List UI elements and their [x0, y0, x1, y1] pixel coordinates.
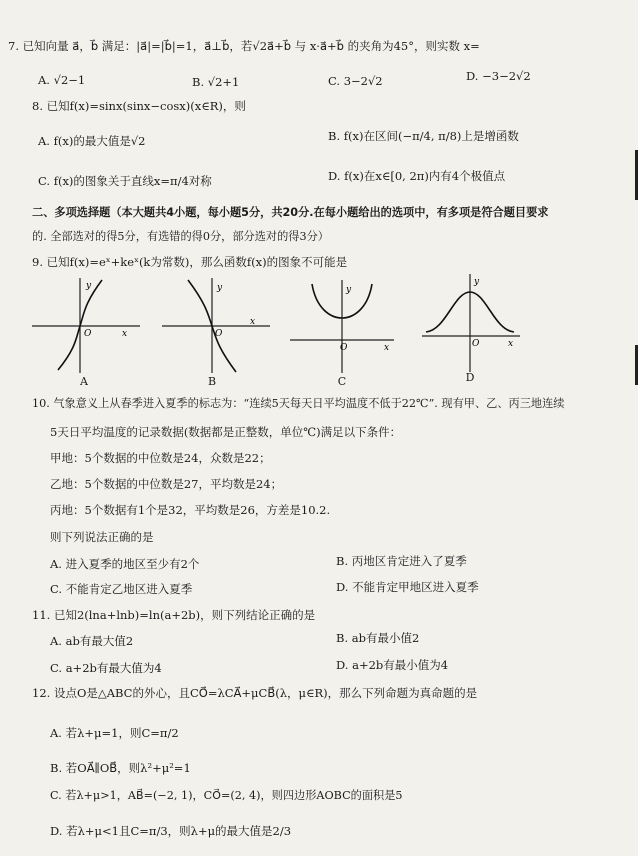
q7-option-a: A. √2−1 — [38, 73, 86, 87]
q9-graph-d-y-label: y — [474, 277, 480, 287]
q10-option-c: C. 不能肯定乙地区进入夏季 — [50, 582, 193, 596]
q8-option-a: A. f(x)的最大值是√2 — [38, 134, 146, 148]
q8-option-c: C. f(x)的图象关于直线x=π/4对称 — [38, 174, 212, 188]
q10-option-b: B. 丙地区肯定进入了夏季 — [336, 554, 467, 568]
q11-option-a: A. ab有最大值2 — [50, 634, 134, 648]
q9-graph-a — [32, 278, 142, 373]
q9-graph-c-y-label: y — [346, 285, 352, 295]
q7-option-b: B. √2+1 — [192, 75, 240, 89]
q9-graph-c-x-label: x — [384, 343, 390, 353]
q9-graph-b-origin: O — [215, 329, 223, 339]
q9-graph-a-label: A — [80, 375, 88, 388]
q10-option-d: D. 不能肯定甲地区进入夏季 — [336, 580, 479, 594]
q9-stem: 9. 已知f(x)=eˣ+keˣ(k为常数)，那么函数f(x)的图象不可能是 — [32, 255, 348, 269]
q9-graph-b-y-label: y — [217, 283, 223, 293]
q12-stem: 12. 设点O是△ABC的外心，且CO⃗=λCA⃗+μCB⃗(λ，μ∈R)，那么下列命题为真命题的是 — [32, 686, 478, 700]
q7-stem: 7. 已知向量 a⃗，b⃗ 满足：|a⃗|=|b⃗|=1，a⃗⊥b⃗，若√2a⃗+b⃗ 与 x·a⃗+b⃗ 的夹角为45°，则实数 x= — [8, 39, 480, 53]
q10-condition-1: 甲地：5个数据的中位数是24，众数是22； — [50, 451, 271, 465]
q11-option-c: C. a+2b有最大值为4 — [50, 661, 162, 675]
q9-graph-d-x-label: x — [508, 339, 514, 349]
q9-graph-d-label: D — [465, 371, 475, 384]
q10-condition-3: 丙地：5个数据有1个是32，平均数是26，方差是10.2. — [50, 503, 331, 517]
q8-option-b: B. f(x)在区间(−π/4, π/8)上是增函数 — [328, 129, 519, 143]
q8-option-d: D. f(x)在x∈[0, 2π)内有4个极值点 — [328, 169, 506, 183]
q11-option-b: B. ab有最小值2 — [336, 631, 420, 645]
q9-graph-b-x-label: x — [250, 317, 256, 327]
q9-graph-c-label: C — [337, 375, 347, 388]
q11-option-d: D. a+2b有最小值为4 — [336, 658, 449, 672]
q9-graph-c — [290, 278, 400, 373]
q12-option-a: A. 若λ+μ=1，则C=π/2 — [50, 726, 179, 740]
q9-graph-a-origin: O — [84, 329, 92, 339]
q10-ask: 则下列说法正确的是 — [50, 530, 154, 544]
q10-stem-line1: 10. 气象意义上从春季进入夏季的标志为：“连续5天每天日平均温度不低于22℃”. 现有甲、乙、丙三地连续 — [32, 397, 565, 410]
q9-graph-b-label: B — [207, 375, 217, 388]
q7-option-c: C. 3−2√2 — [328, 74, 383, 88]
q10-condition-2: 乙地：5个数据的中位数是27，平均数是24； — [50, 477, 283, 491]
section2-heading-line1: 二、多项选择题（本大题共4小题，每小题5分，共20分.在每小题给出的选项中，有多项是符合题目要求 — [32, 206, 549, 219]
q11-stem: 11. 已知2(lna+lnb)=ln(a+2b)，则下列结论正确的是 — [32, 608, 316, 622]
q12-option-b: B. 若OA⃗∥OB⃗，则λ²+μ²=1 — [50, 761, 191, 775]
q10-stem-line2: 5天日平均温度的记录数据(数据都是正整数，单位℃)满足以下条件： — [50, 425, 402, 439]
q12-option-c: C. 若λ+μ>1，AB⃗=(−2, 1)，CO⃗=(2, 4)，则四边形AOBC的面积是5 — [50, 789, 403, 802]
section2-heading-line2: 的. 全部选对的得5分，有选错的得0分，部分选对的得3分） — [32, 230, 329, 243]
q12-option-d: D. 若λ+μ<1且C=π/3，则λ+μ的最大值是2/3 — [50, 824, 292, 838]
q9-graph-d — [422, 272, 532, 372]
q10-option-a: A. 进入夏季的地区至少有2个 — [50, 557, 200, 571]
q9-graph-a-y-label: y — [86, 281, 92, 291]
q7-option-d: D. −3−2√2 — [466, 69, 531, 83]
q9-graph-c-origin: O — [340, 343, 348, 353]
q9-graph-b — [162, 278, 272, 373]
q9-graph-d-origin: O — [472, 339, 480, 349]
q9-graph-a-x-label: x — [122, 329, 128, 339]
q8-stem: 8. 已知f(x)=sinx(sinx−cosx)(x∈R)，则 — [32, 99, 246, 113]
